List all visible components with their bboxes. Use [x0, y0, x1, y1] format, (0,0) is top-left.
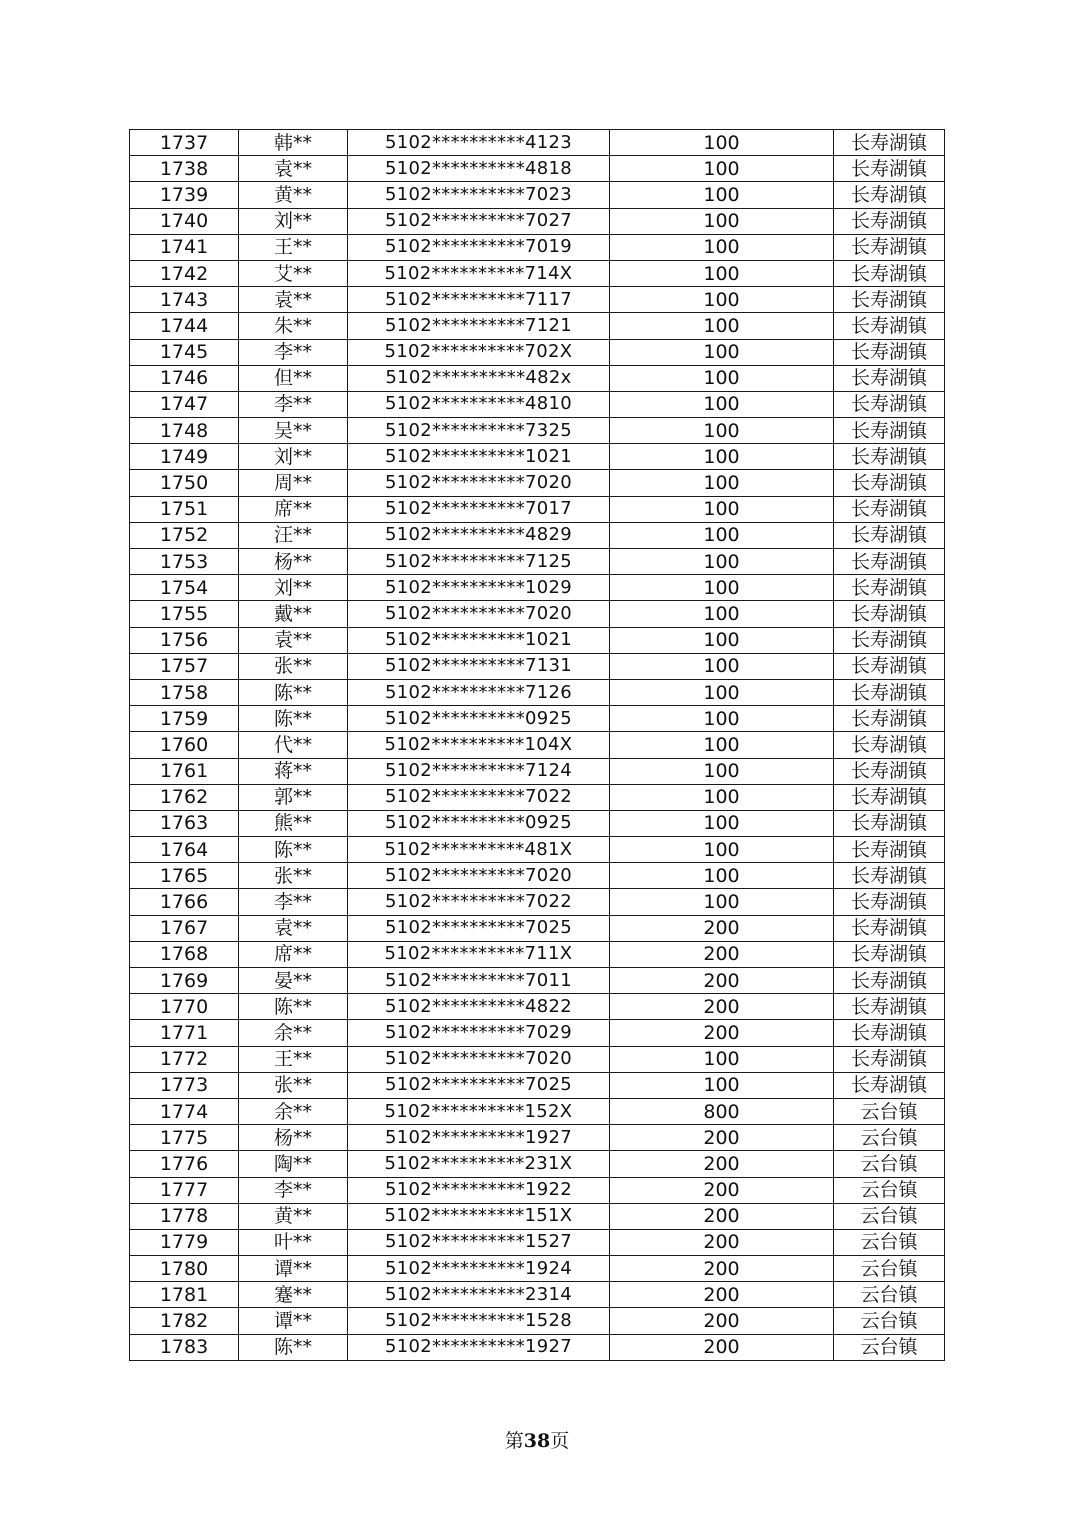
table-row — [130, 208, 945, 234]
table-row — [130, 1151, 945, 1177]
table-row — [130, 1098, 945, 1124]
id-number-cell: 5102**********0925 — [348, 810, 610, 836]
row-number-cell: 1753 — [130, 549, 239, 575]
table-row — [130, 863, 945, 889]
page-number: 38 — [523, 1430, 551, 1452]
table-row — [130, 784, 945, 810]
row-number-cell: 1751 — [130, 496, 239, 522]
id-number-cell: 5102**********1527 — [348, 1229, 610, 1255]
amount-cell: 100 — [610, 444, 834, 470]
amount-cell: 200 — [610, 941, 834, 967]
id-number-cell: 5102**********1927 — [348, 1125, 610, 1151]
name-cell: 袁** — [239, 287, 348, 313]
row-number-cell: 1757 — [130, 653, 239, 679]
name-cell: 蒋** — [239, 758, 348, 784]
id-number-cell: 5102**********104X — [348, 732, 610, 758]
amount-cell: 100 — [610, 784, 834, 810]
name-cell: 刘** — [239, 444, 348, 470]
row-number-cell: 1763 — [130, 810, 239, 836]
row-number-cell: 1767 — [130, 915, 239, 941]
row-number-cell: 1749 — [130, 444, 239, 470]
town-cell: 长寿湖镇 — [834, 522, 945, 548]
name-cell: 汪** — [239, 522, 348, 548]
row-number-cell: 1774 — [130, 1098, 239, 1124]
table-row — [130, 418, 945, 444]
table-row — [130, 1203, 945, 1229]
amount-cell: 100 — [610, 627, 834, 653]
table-row — [130, 470, 945, 496]
town-cell: 长寿湖镇 — [834, 601, 945, 627]
table-row — [130, 1020, 945, 1046]
town-cell: 云台镇 — [834, 1098, 945, 1124]
amount-cell: 100 — [610, 130, 834, 156]
town-cell: 长寿湖镇 — [834, 1046, 945, 1072]
page-number-prefix: 第 — [504, 1430, 524, 1452]
id-number-cell: 5102**********151X — [348, 1203, 610, 1229]
name-cell: 朱** — [239, 313, 348, 339]
table-row — [130, 234, 945, 260]
amount-cell: 100 — [610, 496, 834, 522]
name-cell: 晏** — [239, 968, 348, 994]
amount-cell: 100 — [610, 182, 834, 208]
table-row — [130, 365, 945, 391]
id-number-cell: 5102**********7025 — [348, 1072, 610, 1098]
name-cell: 谭** — [239, 1308, 348, 1334]
id-number-cell: 5102**********2314 — [348, 1282, 610, 1308]
amount-cell: 100 — [610, 522, 834, 548]
town-cell: 长寿湖镇 — [834, 653, 945, 679]
id-number-cell: 5102**********1924 — [348, 1256, 610, 1282]
town-cell: 长寿湖镇 — [834, 470, 945, 496]
amount-cell: 100 — [610, 313, 834, 339]
row-number-cell: 1776 — [130, 1151, 239, 1177]
row-number-cell: 1773 — [130, 1072, 239, 1098]
name-cell: 陈** — [239, 837, 348, 863]
table-row — [130, 1229, 945, 1255]
amount-cell: 100 — [610, 732, 834, 758]
id-number-cell: 5102**********7121 — [348, 313, 610, 339]
name-cell: 席** — [239, 941, 348, 967]
name-cell: 袁** — [239, 156, 348, 182]
amount-cell: 200 — [610, 1151, 834, 1177]
row-number-cell: 1754 — [130, 575, 239, 601]
id-number-cell: 5102**********7022 — [348, 889, 610, 915]
id-number-cell: 5102**********7029 — [348, 1020, 610, 1046]
town-cell: 云台镇 — [834, 1334, 945, 1360]
row-number-cell: 1756 — [130, 627, 239, 653]
name-cell: 李** — [239, 391, 348, 417]
id-number-cell: 5102**********7020 — [348, 863, 610, 889]
row-number-cell: 1764 — [130, 837, 239, 863]
table-row — [130, 496, 945, 522]
row-number-cell: 1777 — [130, 1177, 239, 1203]
id-number-cell: 5102**********4822 — [348, 994, 610, 1020]
row-number-cell: 1778 — [130, 1203, 239, 1229]
subsidy-roster-table — [129, 129, 945, 1361]
name-cell: 余** — [239, 1020, 348, 1046]
amount-cell: 100 — [610, 470, 834, 496]
id-number-cell: 5102**********7027 — [348, 208, 610, 234]
town-cell: 长寿湖镇 — [834, 549, 945, 575]
name-cell: 张** — [239, 653, 348, 679]
amount-cell: 100 — [610, 208, 834, 234]
name-cell: 张** — [239, 1072, 348, 1098]
name-cell: 吴** — [239, 418, 348, 444]
row-number-cell: 1770 — [130, 994, 239, 1020]
table-row — [130, 758, 945, 784]
row-number-cell: 1737 — [130, 130, 239, 156]
table-row — [130, 1334, 945, 1360]
id-number-cell: 5102**********7022 — [348, 784, 610, 810]
name-cell: 陶** — [239, 1151, 348, 1177]
table-row — [130, 679, 945, 705]
id-number-cell: 5102**********7131 — [348, 653, 610, 679]
amount-cell: 100 — [610, 339, 834, 365]
amount-cell: 800 — [610, 1098, 834, 1124]
id-number-cell: 5102**********152X — [348, 1098, 610, 1124]
amount-cell: 100 — [610, 889, 834, 915]
table-row — [130, 156, 945, 182]
name-cell: 刘** — [239, 575, 348, 601]
table-row — [130, 287, 945, 313]
town-cell: 长寿湖镇 — [834, 915, 945, 941]
amount-cell: 200 — [610, 994, 834, 1020]
row-number-cell: 1775 — [130, 1125, 239, 1151]
amount-cell: 100 — [610, 810, 834, 836]
amount-cell: 200 — [610, 1203, 834, 1229]
table-row — [130, 706, 945, 732]
amount-cell: 200 — [610, 1334, 834, 1360]
name-cell: 周** — [239, 470, 348, 496]
table-row — [130, 391, 945, 417]
row-number-cell: 1772 — [130, 1046, 239, 1072]
id-number-cell: 5102**********4818 — [348, 156, 610, 182]
name-cell: 陈** — [239, 706, 348, 732]
amount-cell: 100 — [610, 287, 834, 313]
table-row — [130, 1308, 945, 1334]
row-number-cell: 1758 — [130, 679, 239, 705]
amount-cell: 200 — [610, 1282, 834, 1308]
town-cell: 长寿湖镇 — [834, 1020, 945, 1046]
row-number-cell: 1743 — [130, 287, 239, 313]
row-number-cell: 1766 — [130, 889, 239, 915]
id-number-cell: 5102**********231X — [348, 1151, 610, 1177]
name-cell: 戴** — [239, 601, 348, 627]
table-row — [130, 444, 945, 470]
town-cell: 长寿湖镇 — [834, 810, 945, 836]
name-cell: 王** — [239, 1046, 348, 1072]
amount-cell: 100 — [610, 863, 834, 889]
town-cell: 云台镇 — [834, 1282, 945, 1308]
id-number-cell: 5102**********0925 — [348, 706, 610, 732]
town-cell: 长寿湖镇 — [834, 391, 945, 417]
town-cell: 长寿湖镇 — [834, 260, 945, 286]
row-number-cell: 1760 — [130, 732, 239, 758]
row-number-cell: 1747 — [130, 391, 239, 417]
name-cell: 李** — [239, 339, 348, 365]
id-number-cell: 5102**********7023 — [348, 182, 610, 208]
id-number-cell: 5102**********702X — [348, 339, 610, 365]
table-row — [130, 182, 945, 208]
name-cell: 王** — [239, 234, 348, 260]
town-cell: 云台镇 — [834, 1203, 945, 1229]
table-row — [130, 994, 945, 1020]
amount-cell: 200 — [610, 915, 834, 941]
row-number-cell: 1768 — [130, 941, 239, 967]
town-cell: 长寿湖镇 — [834, 182, 945, 208]
table-row — [130, 575, 945, 601]
name-cell: 代** — [239, 732, 348, 758]
table-row — [130, 260, 945, 286]
row-number-cell: 1750 — [130, 470, 239, 496]
id-number-cell: 5102**********7124 — [348, 758, 610, 784]
amount-cell: 100 — [610, 365, 834, 391]
amount-cell: 200 — [610, 1177, 834, 1203]
town-cell: 长寿湖镇 — [834, 444, 945, 470]
town-cell: 长寿湖镇 — [834, 313, 945, 339]
amount-cell: 100 — [610, 418, 834, 444]
town-cell: 云台镇 — [834, 1125, 945, 1151]
table-row — [130, 522, 945, 548]
amount-cell: 100 — [610, 706, 834, 732]
id-number-cell: 5102**********481X — [348, 837, 610, 863]
town-cell: 长寿湖镇 — [834, 679, 945, 705]
table-row — [130, 1256, 945, 1282]
id-number-cell: 5102**********7020 — [348, 1046, 610, 1072]
amount-cell: 100 — [610, 234, 834, 260]
name-cell: 熊** — [239, 810, 348, 836]
name-cell: 谭** — [239, 1256, 348, 1282]
row-number-cell: 1740 — [130, 208, 239, 234]
amount-cell: 200 — [610, 1020, 834, 1046]
amount-cell: 200 — [610, 1256, 834, 1282]
town-cell: 长寿湖镇 — [834, 706, 945, 732]
table-row — [130, 1282, 945, 1308]
id-number-cell: 5102**********4810 — [348, 391, 610, 417]
table-row — [130, 130, 945, 156]
name-cell: 韩** — [239, 130, 348, 156]
name-cell: 杨** — [239, 1125, 348, 1151]
town-cell: 云台镇 — [834, 1229, 945, 1255]
id-number-cell: 5102**********482x — [348, 365, 610, 391]
row-number-cell: 1781 — [130, 1282, 239, 1308]
row-number-cell: 1762 — [130, 784, 239, 810]
table-row — [130, 941, 945, 967]
row-number-cell: 1752 — [130, 522, 239, 548]
amount-cell: 100 — [610, 1046, 834, 1072]
table-row — [130, 339, 945, 365]
table-row — [130, 313, 945, 339]
id-number-cell: 5102**********7017 — [348, 496, 610, 522]
id-number-cell: 5102**********7126 — [348, 679, 610, 705]
id-number-cell: 5102**********711X — [348, 941, 610, 967]
table-row — [130, 653, 945, 679]
table-row — [130, 549, 945, 575]
row-number-cell: 1783 — [130, 1334, 239, 1360]
name-cell: 袁** — [239, 627, 348, 653]
table-row — [130, 837, 945, 863]
name-cell: 郭** — [239, 784, 348, 810]
table-row — [130, 968, 945, 994]
town-cell: 云台镇 — [834, 1308, 945, 1334]
name-cell: 陈** — [239, 679, 348, 705]
name-cell: 杨** — [239, 549, 348, 575]
row-number-cell: 1765 — [130, 863, 239, 889]
name-cell: 袁** — [239, 915, 348, 941]
row-number-cell: 1744 — [130, 313, 239, 339]
amount-cell: 100 — [610, 653, 834, 679]
id-number-cell: 5102**********1029 — [348, 575, 610, 601]
town-cell: 长寿湖镇 — [834, 1072, 945, 1098]
amount-cell: 100 — [610, 391, 834, 417]
row-number-cell: 1761 — [130, 758, 239, 784]
town-cell: 长寿湖镇 — [834, 287, 945, 313]
row-number-cell: 1748 — [130, 418, 239, 444]
amount-cell: 100 — [610, 1072, 834, 1098]
row-number-cell: 1755 — [130, 601, 239, 627]
amount-cell: 200 — [610, 968, 834, 994]
table-row — [130, 810, 945, 836]
amount-cell: 100 — [610, 837, 834, 863]
table-row — [130, 1046, 945, 1072]
amount-cell: 100 — [610, 260, 834, 286]
roster-body — [130, 130, 945, 1361]
row-number-cell: 1745 — [130, 339, 239, 365]
name-cell: 陈** — [239, 994, 348, 1020]
id-number-cell: 5102**********7125 — [348, 549, 610, 575]
id-number-cell: 5102**********7117 — [348, 287, 610, 313]
id-number-cell: 5102**********714X — [348, 260, 610, 286]
name-cell: 叶** — [239, 1229, 348, 1255]
name-cell: 陈** — [239, 1334, 348, 1360]
town-cell: 长寿湖镇 — [834, 234, 945, 260]
town-cell: 长寿湖镇 — [834, 130, 945, 156]
town-cell: 长寿湖镇 — [834, 156, 945, 182]
town-cell: 长寿湖镇 — [834, 889, 945, 915]
amount-cell: 200 — [610, 1229, 834, 1255]
amount-cell: 100 — [610, 758, 834, 784]
id-number-cell: 5102**********7011 — [348, 968, 610, 994]
page-footer — [0, 1426, 1074, 1453]
town-cell: 长寿湖镇 — [834, 365, 945, 391]
row-number-cell: 1739 — [130, 182, 239, 208]
page-number-suffix: 页 — [550, 1430, 570, 1452]
town-cell: 长寿湖镇 — [834, 339, 945, 365]
name-cell: 艾** — [239, 260, 348, 286]
table-row — [130, 732, 945, 758]
table-row — [130, 889, 945, 915]
id-number-cell: 5102**********7025 — [348, 915, 610, 941]
amount-cell: 200 — [610, 1125, 834, 1151]
row-number-cell: 1741 — [130, 234, 239, 260]
town-cell: 云台镇 — [834, 1151, 945, 1177]
town-cell: 长寿湖镇 — [834, 837, 945, 863]
name-cell: 黄** — [239, 1203, 348, 1229]
amount-cell: 100 — [610, 156, 834, 182]
town-cell: 长寿湖镇 — [834, 627, 945, 653]
table-row — [130, 627, 945, 653]
id-number-cell: 5102**********1021 — [348, 627, 610, 653]
town-cell: 长寿湖镇 — [834, 941, 945, 967]
town-cell: 长寿湖镇 — [834, 732, 945, 758]
name-cell: 但** — [239, 365, 348, 391]
town-cell: 长寿湖镇 — [834, 418, 945, 444]
id-number-cell: 5102**********7019 — [348, 234, 610, 260]
id-number-cell: 5102**********1927 — [348, 1334, 610, 1360]
town-cell: 云台镇 — [834, 1177, 945, 1203]
row-number-cell: 1780 — [130, 1256, 239, 1282]
name-cell: 李** — [239, 889, 348, 915]
name-cell: 刘** — [239, 208, 348, 234]
id-number-cell: 5102**********1922 — [348, 1177, 610, 1203]
row-number-cell: 1782 — [130, 1308, 239, 1334]
name-cell: 张** — [239, 863, 348, 889]
table-row — [130, 915, 945, 941]
table-row — [130, 1177, 945, 1203]
row-number-cell: 1769 — [130, 968, 239, 994]
id-number-cell: 5102**********1021 — [348, 444, 610, 470]
id-number-cell: 5102**********7020 — [348, 601, 610, 627]
town-cell: 长寿湖镇 — [834, 863, 945, 889]
row-number-cell: 1759 — [130, 706, 239, 732]
town-cell: 长寿湖镇 — [834, 968, 945, 994]
id-number-cell: 5102**********7020 — [348, 470, 610, 496]
name-cell: 蹇** — [239, 1282, 348, 1308]
row-number-cell: 1738 — [130, 156, 239, 182]
id-number-cell: 5102**********1528 — [348, 1308, 610, 1334]
town-cell: 长寿湖镇 — [834, 496, 945, 522]
town-cell: 长寿湖镇 — [834, 784, 945, 810]
town-cell: 云台镇 — [834, 1256, 945, 1282]
town-cell: 长寿湖镇 — [834, 994, 945, 1020]
row-number-cell: 1771 — [130, 1020, 239, 1046]
name-cell: 余** — [239, 1098, 348, 1124]
row-number-cell: 1779 — [130, 1229, 239, 1255]
name-cell: 席** — [239, 496, 348, 522]
row-number-cell: 1746 — [130, 365, 239, 391]
amount-cell: 100 — [610, 601, 834, 627]
table-row — [130, 601, 945, 627]
table-row — [130, 1072, 945, 1098]
town-cell: 长寿湖镇 — [834, 208, 945, 234]
amount-cell: 100 — [610, 575, 834, 601]
id-number-cell: 5102**********7325 — [348, 418, 610, 444]
amount-cell: 200 — [610, 1308, 834, 1334]
town-cell: 长寿湖镇 — [834, 575, 945, 601]
table-row — [130, 1125, 945, 1151]
town-cell: 长寿湖镇 — [834, 758, 945, 784]
id-number-cell: 5102**********4123 — [348, 130, 610, 156]
name-cell: 李** — [239, 1177, 348, 1203]
id-number-cell: 5102**********4829 — [348, 522, 610, 548]
amount-cell: 100 — [610, 549, 834, 575]
row-number-cell: 1742 — [130, 260, 239, 286]
name-cell: 黄** — [239, 182, 348, 208]
amount-cell: 100 — [610, 679, 834, 705]
